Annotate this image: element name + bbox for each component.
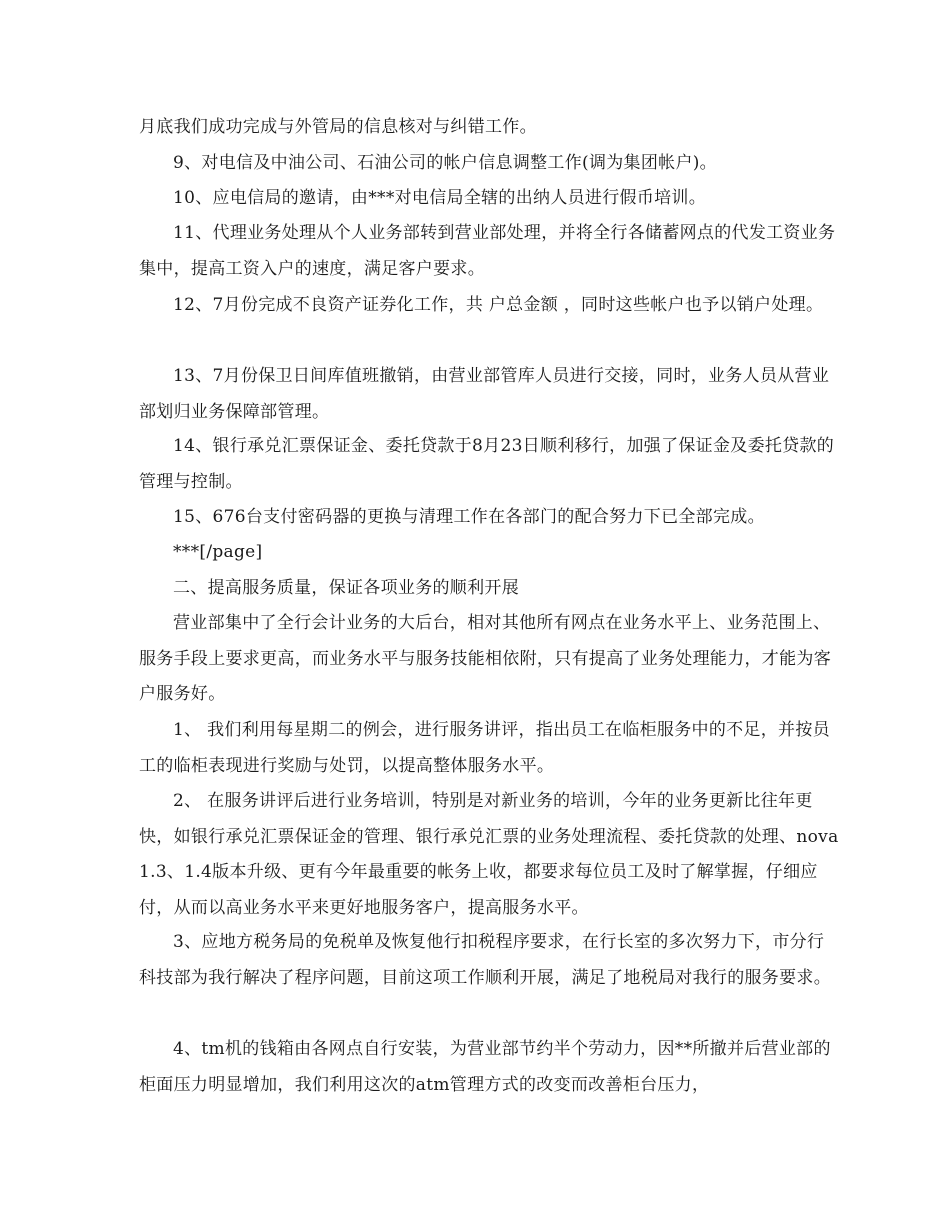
paragraph-intro: 营业部集中了全行会计业务的大后台，相对其他所有网点在业务水平上、业务范围上、服务手段上要求更高，而业务水平与服务技能相依附，只有提高了业务处理能力，才能为客户服务好。 [139,613,831,704]
paragraph-continuation: 月底我们成功完成与外管局的信息核对与纠错工作。 [139,117,537,137]
paragraph-item-14: 14、银行承兑汇票保证金、委托贷款于8月23日顺利移行，加强了保证金及委托贷款的管理与控制。 [139,436,835,492]
paragraph-point-3: 3、应地方税务局的免税单及恢复他行扣税程序要求，在行长室的多次努力下，市分行科技部为我行解决了程序问题，目前这项工作顺利开展，满足了地税局对我行的服务要求。 [139,932,831,988]
paragraph-item-13: 13、7月份保卫日间库值班撤销，由营业部管库人员进行交接，同时，业务人员从营业部划归业务保障部管理。 [139,366,830,422]
paragraph-point-2: 2、 在服务讲评后进行业务培训，特别是对新业务的培训，今年的业务更新比往年更快，如银行承兑汇票保证金的管理、银行承兑汇票的业务处理流程、委托贷款的处理、nova1.3、1.4版本升级、更有今年最重要的帐务上收，都要求每位员工及时了解掌握，仔细应付，从而以高业务水平来更好地服务客户，提高服务水平。 [139,791,839,918]
paragraph-point-4: 4、tm机的钱箱由各网点自行安装，为营业部节约半个劳动力，因**所撤并后营业部的柜面压力明显增加，我们利用这次的atm管理方式的改变而改善柜台压力， [139,1039,831,1095]
paragraph-item-15: 15、676台支付密码器的更换与清理工作在各部门的配合努力下已全部完成。 [173,507,765,527]
paragraph-item-10: 10、应电信局的邀请，由***对电信局全辖的出纳人员进行假币培训。 [173,188,707,208]
paragraph-item-11: 11、代理业务处理从个人业务部转到营业部处理，并将全行各储蓄网点的代发工资业务集中，提高工资入户的速度，满足客户要求。 [139,223,836,279]
paragraph-point-1: 1、 我们利用每星期二的例会，进行服务讲评，指出员工在临柜服务中的不足，并按员工的临柜表现进行奖励与处罚，以提高整体服务水平。 [139,720,830,776]
page-marker: ***[/page] [173,542,263,562]
section-heading: 二、提高服务质量，保证各项业务的顺利开展 [173,578,519,598]
paragraph-item-12: 12、7月份完成不良资产证券化工作，共 户总金额 ，同时这些帐户也予以销户处理。 [173,295,824,315]
paragraph-item-9: 9、对电信及中油公司、石油公司的帐户信息调整工作(调为集团帐户)。 [173,153,717,173]
